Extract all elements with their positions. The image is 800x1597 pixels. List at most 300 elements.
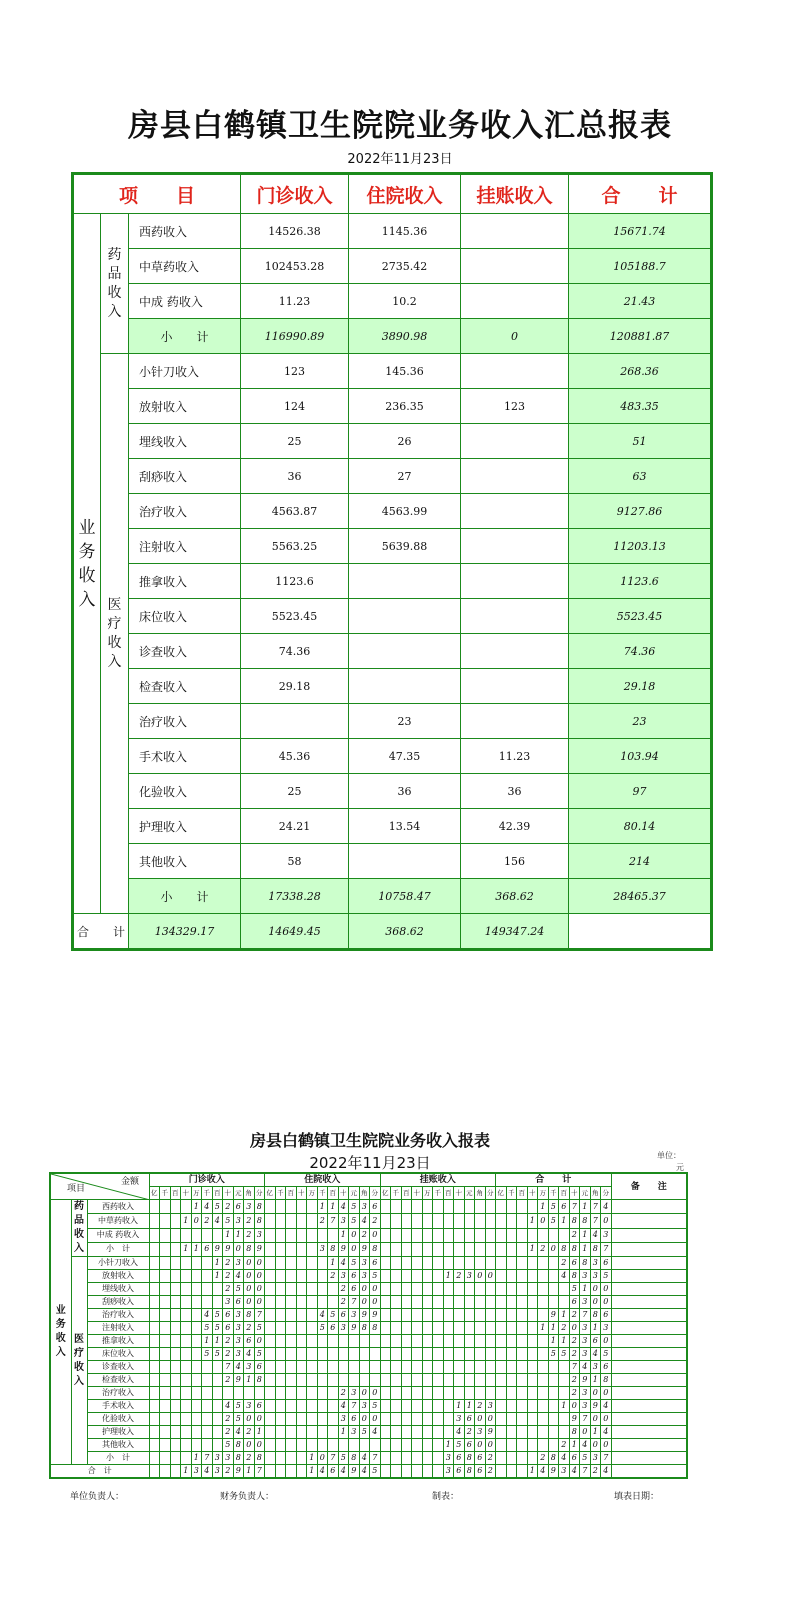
digit-cell: [296, 1439, 307, 1452]
total-grand-total: 149347.24: [461, 914, 569, 950]
digit-cell: 2: [569, 1374, 580, 1387]
digit-cell: [317, 1387, 328, 1400]
digit-unit-label: 百: [170, 1187, 181, 1200]
digit-cell: [401, 1200, 412, 1214]
digit-cell: 8: [370, 1242, 381, 1256]
credit-value: [461, 424, 569, 459]
digit-cell: [517, 1465, 528, 1479]
digit-cell: [160, 1214, 171, 1228]
digit-cell: [485, 1387, 496, 1400]
digit-unit-label: 元: [233, 1187, 244, 1200]
digit-cell: 0: [359, 1413, 370, 1426]
digit-cell: [296, 1387, 307, 1400]
digit-cell: 5: [548, 1214, 559, 1228]
digit-cell: [254, 1387, 265, 1400]
digit-cell: 4: [590, 1348, 601, 1361]
digit-cell: 2: [338, 1296, 349, 1309]
row-name: 床位收入: [87, 1348, 149, 1361]
digit-cell: 0: [370, 1283, 381, 1296]
table-row: [50, 1283, 687, 1296]
digit-cell: [485, 1283, 496, 1296]
digit-cell: 6: [475, 1465, 486, 1479]
digit-cell: [328, 1348, 339, 1361]
digit-cell: 5: [338, 1452, 349, 1465]
digit-cell: [433, 1439, 444, 1452]
digit-unit-label: 十: [454, 1187, 465, 1200]
credit-value: 36: [461, 774, 569, 809]
credit-grand-total: 368.62: [349, 914, 461, 950]
digit-cell: [475, 1228, 486, 1242]
digit-cell: 0: [244, 1270, 255, 1283]
digit-cell: 9: [548, 1465, 559, 1479]
table-row: [50, 1348, 687, 1361]
digit-cell: [275, 1387, 286, 1400]
digit-cell: [401, 1465, 412, 1479]
row-name: 中草药收入: [129, 249, 241, 284]
digit-cell: [317, 1257, 328, 1270]
digit-cell: 4: [359, 1452, 370, 1465]
digit-unit-label: 分: [601, 1187, 612, 1200]
digit-cell: 2: [223, 1335, 234, 1348]
digit-cell: 2: [223, 1413, 234, 1426]
digit-cell: 2: [464, 1426, 475, 1439]
digit-cell: [149, 1200, 160, 1214]
digit-cell: 0: [254, 1413, 265, 1426]
row-name: 西药收入: [87, 1200, 149, 1214]
digit-cell: 6: [349, 1270, 360, 1283]
section-header: 住院收入: [265, 1173, 381, 1187]
digit-cell: [485, 1309, 496, 1322]
table-row: [73, 354, 712, 389]
digit-cell: [265, 1335, 276, 1348]
header-item: 项 目: [73, 174, 241, 214]
unit-value: 元: [676, 1163, 684, 1172]
section-header: 合 计: [496, 1173, 612, 1187]
digit-cell: 0: [349, 1242, 360, 1256]
digit-cell: [422, 1283, 433, 1296]
row-name: 治疗收入: [87, 1309, 149, 1322]
digit-cell: [496, 1387, 507, 1400]
digit-cell: [380, 1426, 391, 1439]
table-row: [73, 634, 712, 669]
remark-cell: [611, 1439, 687, 1452]
total-value: 97: [569, 774, 712, 809]
digit-cell: 6: [328, 1465, 339, 1479]
digit-cell: [212, 1400, 223, 1413]
inpatient-value: [349, 564, 461, 599]
digit-cell: [506, 1322, 517, 1335]
digit-cell: [181, 1361, 192, 1374]
digit-cell: 4: [538, 1465, 549, 1479]
digit-cell: [149, 1413, 160, 1426]
digit-cell: 1: [559, 1309, 570, 1322]
digit-cell: [454, 1283, 465, 1296]
digit-cell: [191, 1413, 202, 1426]
digit-cell: [296, 1257, 307, 1270]
digit-cell: [160, 1270, 171, 1283]
digit-cell: [475, 1242, 486, 1256]
digit-cell: [517, 1283, 528, 1296]
digit-cell: 6: [601, 1309, 612, 1322]
digit-cell: 8: [349, 1452, 360, 1465]
digit-cell: [496, 1400, 507, 1413]
digit-cell: [286, 1335, 297, 1348]
digit-cell: [464, 1348, 475, 1361]
digit-cell: [191, 1228, 202, 1242]
table-row: [50, 1309, 687, 1322]
digit-cell: 3: [338, 1214, 349, 1228]
digit-cell: [401, 1361, 412, 1374]
digit-cell: [149, 1322, 160, 1335]
digit-cell: [412, 1322, 423, 1335]
digit-cell: [191, 1335, 202, 1348]
digit-cell: [433, 1374, 444, 1387]
digit-cell: [149, 1228, 160, 1242]
digit-cell: [296, 1270, 307, 1283]
digit-cell: [401, 1283, 412, 1296]
digit-unit-label: 百: [212, 1187, 223, 1200]
digit-cell: [181, 1228, 192, 1242]
digit-cell: [433, 1387, 444, 1400]
digit-cell: [380, 1387, 391, 1400]
digit-cell: [191, 1400, 202, 1413]
digit-cell: 4: [338, 1400, 349, 1413]
digit-cell: 7: [349, 1296, 360, 1309]
digit-cell: [349, 1348, 360, 1361]
remark-cell: [611, 1270, 687, 1283]
digit-cell: 1: [559, 1400, 570, 1413]
digit-cell: 0: [370, 1387, 381, 1400]
digit-cell: [496, 1374, 507, 1387]
digit-cell: 5: [370, 1270, 381, 1283]
digit-cell: 0: [359, 1296, 370, 1309]
digit-cell: [307, 1283, 318, 1296]
credit-value: [461, 634, 569, 669]
digit-unit-label: 亿: [149, 1187, 160, 1200]
digit-cell: 6: [464, 1413, 475, 1426]
digit-cell: [202, 1228, 213, 1242]
digit-cell: [506, 1283, 517, 1296]
digit-cell: [149, 1426, 160, 1439]
digit-cell: [265, 1242, 276, 1256]
digit-cell: [401, 1426, 412, 1439]
digit-cell: [265, 1322, 276, 1335]
table-row: [50, 1335, 687, 1348]
total-value: 63: [569, 459, 712, 494]
digit-cell: 3: [233, 1257, 244, 1270]
digit-cell: 2: [338, 1387, 349, 1400]
row-name: 手术收入: [129, 739, 241, 774]
digit-cell: [391, 1200, 402, 1214]
digit-cell: 2: [569, 1228, 580, 1242]
table-row: [73, 669, 712, 704]
digit-cell: 1: [233, 1228, 244, 1242]
digit-cell: 1: [307, 1465, 318, 1479]
digit-cell: [181, 1335, 192, 1348]
digit-cell: [275, 1309, 286, 1322]
digit-cell: [181, 1200, 192, 1214]
digit-cell: 3: [590, 1270, 601, 1283]
digit-cell: [296, 1283, 307, 1296]
outpatient-value: 5523.45: [241, 599, 349, 634]
outpatient-value: 74.36: [241, 634, 349, 669]
digit-cell: [265, 1374, 276, 1387]
digit-cell: [412, 1242, 423, 1256]
digit-cell: [464, 1214, 475, 1228]
digit-cell: [181, 1452, 192, 1465]
digit-cell: [149, 1361, 160, 1374]
inpatient-value: 4563.99: [349, 494, 461, 529]
digit-cell: [380, 1335, 391, 1348]
digit-cell: [527, 1309, 538, 1322]
digit-cell: [160, 1452, 171, 1465]
table-row: [50, 1426, 687, 1439]
digit-cell: [265, 1214, 276, 1228]
digit-cell: 1: [202, 1335, 213, 1348]
digit-cell: [317, 1413, 328, 1426]
digit-cell: [538, 1400, 549, 1413]
digit-cell: 2: [569, 1348, 580, 1361]
digit-cell: [191, 1270, 202, 1283]
digit-cell: 0: [475, 1439, 486, 1452]
digit-cell: [307, 1387, 318, 1400]
digit-cell: [181, 1439, 192, 1452]
digit-cell: [275, 1361, 286, 1374]
table-row: [50, 1400, 687, 1413]
digit-cell: [181, 1296, 192, 1309]
inpatient-value: 26: [349, 424, 461, 459]
digit-cell: [275, 1322, 286, 1335]
digit-cell: [485, 1228, 496, 1242]
digit-cell: [265, 1439, 276, 1452]
digit-cell: [527, 1283, 538, 1296]
digit-cell: [170, 1200, 181, 1214]
digit-cell: [170, 1465, 181, 1479]
digit-cell: [286, 1413, 297, 1426]
digit-cell: [412, 1270, 423, 1283]
digit-cell: [506, 1452, 517, 1465]
digit-cell: 2: [244, 1452, 255, 1465]
digit-cell: 5: [601, 1270, 612, 1283]
corner-item-label: 项目: [67, 1184, 86, 1194]
digit-cell: [527, 1387, 538, 1400]
digit-cell: 0: [254, 1296, 265, 1309]
digit-cell: [475, 1296, 486, 1309]
digit-cell: 0: [475, 1270, 486, 1283]
digit-cell: [391, 1228, 402, 1242]
inpatient-value: 2735.42: [349, 249, 461, 284]
digit-cell: [202, 1439, 213, 1452]
digit-cell: [433, 1426, 444, 1439]
section-header: 门诊收入: [149, 1173, 265, 1187]
digit-cell: 3: [485, 1400, 496, 1413]
digit-cell: [517, 1426, 528, 1439]
digit-cell: 3: [191, 1465, 202, 1479]
digit-cell: [349, 1439, 360, 1452]
digit-cell: 8: [254, 1214, 265, 1228]
digit-cell: 3: [233, 1322, 244, 1335]
total-value: 11203.13: [569, 529, 712, 564]
digit-unit-label: 亿: [265, 1187, 276, 1200]
digit-cell: 8: [601, 1374, 612, 1387]
digit-cell: 0: [590, 1283, 601, 1296]
digit-cell: [401, 1400, 412, 1413]
digit-cell: [433, 1361, 444, 1374]
digit-cell: 3: [244, 1200, 255, 1214]
digit-cell: 2: [223, 1257, 234, 1270]
digit-cell: [527, 1257, 538, 1270]
digit-cell: 3: [349, 1309, 360, 1322]
digit-unit-label: 千: [202, 1187, 213, 1200]
digit-cell: [170, 1374, 181, 1387]
digit-cell: [475, 1200, 486, 1214]
digit-cell: 2: [475, 1400, 486, 1413]
digit-cell: 7: [580, 1309, 591, 1322]
group-medical-label: 医疗收入: [101, 354, 129, 914]
digit-cell: [517, 1228, 528, 1242]
digit-cell: 4: [233, 1426, 244, 1439]
digit-cell: 2: [569, 1387, 580, 1400]
report1-title: 房县白鹤镇卫生院院业务收入汇总报表: [128, 108, 672, 144]
digit-cell: 0: [191, 1214, 202, 1228]
row-name: 合 计: [50, 1465, 149, 1479]
digit-unit-label: 万: [191, 1187, 202, 1200]
digit-cell: [443, 1400, 454, 1413]
digit-cell: [160, 1228, 171, 1242]
digit-cell: 8: [590, 1242, 601, 1256]
digit-cell: 5: [233, 1413, 244, 1426]
digit-cell: [160, 1400, 171, 1413]
digit-cell: [496, 1228, 507, 1242]
digit-cell: 3: [580, 1296, 591, 1309]
digit-cell: [170, 1309, 181, 1322]
digit-cell: 9: [233, 1374, 244, 1387]
digit-cell: [412, 1257, 423, 1270]
digit-cell: 2: [244, 1214, 255, 1228]
digit-cell: [475, 1214, 486, 1228]
digit-cell: [149, 1452, 160, 1465]
row-name: 小 计: [87, 1452, 149, 1465]
digit-unit-label: 十: [527, 1187, 538, 1200]
credit-value: [461, 564, 569, 599]
digit-cell: [538, 1439, 549, 1452]
digit-cell: [412, 1283, 423, 1296]
total-value: 268.36: [569, 354, 712, 389]
digit-cell: 3: [559, 1465, 570, 1479]
digit-cell: 2: [359, 1228, 370, 1242]
digit-cell: 3: [233, 1348, 244, 1361]
total-value: 9127.86: [569, 494, 712, 529]
digit-cell: [286, 1374, 297, 1387]
digit-cell: [391, 1214, 402, 1228]
inpatient-value: [349, 669, 461, 704]
digit-cell: [548, 1228, 559, 1242]
footer-unit-head: 单位负责人：: [70, 1492, 125, 1502]
digit-cell: [149, 1400, 160, 1413]
group-business-label: 业务收入: [50, 1200, 71, 1465]
digit-cell: 8: [359, 1322, 370, 1335]
digit-unit-label: 千: [506, 1187, 517, 1200]
digit-cell: [475, 1387, 486, 1400]
digit-cell: [433, 1400, 444, 1413]
digit-cell: 9: [338, 1242, 349, 1256]
digit-cell: [443, 1200, 454, 1214]
digit-cell: [422, 1426, 433, 1439]
digit-cell: [412, 1348, 423, 1361]
digit-cell: 4: [580, 1439, 591, 1452]
digit-cell: [181, 1309, 192, 1322]
digit-cell: 5: [454, 1439, 465, 1452]
digit-cell: [506, 1228, 517, 1242]
digit-cell: [317, 1228, 328, 1242]
digit-cell: [422, 1387, 433, 1400]
digit-cell: [443, 1322, 454, 1335]
digit-cell: [275, 1257, 286, 1270]
row-name: 放射收入: [87, 1270, 149, 1283]
digit-cell: [296, 1322, 307, 1335]
row-name: 治疗收入: [129, 704, 241, 739]
digit-cell: [202, 1257, 213, 1270]
digit-cell: [191, 1322, 202, 1335]
digit-cell: [506, 1374, 517, 1387]
digit-cell: [275, 1283, 286, 1296]
digit-cell: [349, 1374, 360, 1387]
total-value: 21.43: [569, 284, 712, 319]
digit-cell: [307, 1270, 318, 1283]
remark-cell: [611, 1242, 687, 1256]
digit-cell: [349, 1335, 360, 1348]
digit-unit-label: 百: [443, 1187, 454, 1200]
digit-cell: [433, 1335, 444, 1348]
digit-cell: 2: [538, 1452, 549, 1465]
digit-cell: [296, 1413, 307, 1426]
digit-cell: [370, 1348, 381, 1361]
digit-cell: 0: [601, 1283, 612, 1296]
digit-cell: [391, 1439, 402, 1452]
digit-cell: [538, 1335, 549, 1348]
row-name: 护理收入: [87, 1426, 149, 1439]
subtotal-row: [73, 319, 712, 354]
digit-cell: [485, 1348, 496, 1361]
digit-cell: [328, 1374, 339, 1387]
credit-value: 156: [461, 844, 569, 879]
digit-cell: [380, 1270, 391, 1283]
table-row: [73, 284, 712, 319]
remark-cell: [611, 1413, 687, 1426]
digit-cell: [527, 1452, 538, 1465]
digit-cell: [286, 1348, 297, 1361]
digit-cell: [517, 1348, 528, 1361]
digit-unit-label: 十: [181, 1187, 192, 1200]
digit-cell: 2: [328, 1270, 339, 1283]
digit-cell: [485, 1242, 496, 1256]
digit-cell: 6: [475, 1452, 486, 1465]
digit-cell: [443, 1228, 454, 1242]
digit-cell: 8: [569, 1242, 580, 1256]
digit-cell: 3: [580, 1335, 591, 1348]
row-name: 小针刀收入: [129, 354, 241, 389]
digit-cell: 1: [527, 1214, 538, 1228]
digit-cell: [401, 1270, 412, 1283]
digit-cell: [338, 1348, 349, 1361]
digit-cell: 4: [454, 1426, 465, 1439]
table-row: [73, 214, 712, 249]
digit-cell: [191, 1374, 202, 1387]
digit-unit-label: 分: [254, 1187, 265, 1200]
digit-cell: [160, 1242, 171, 1256]
digit-cell: 5: [254, 1348, 265, 1361]
digit-cell: [286, 1283, 297, 1296]
